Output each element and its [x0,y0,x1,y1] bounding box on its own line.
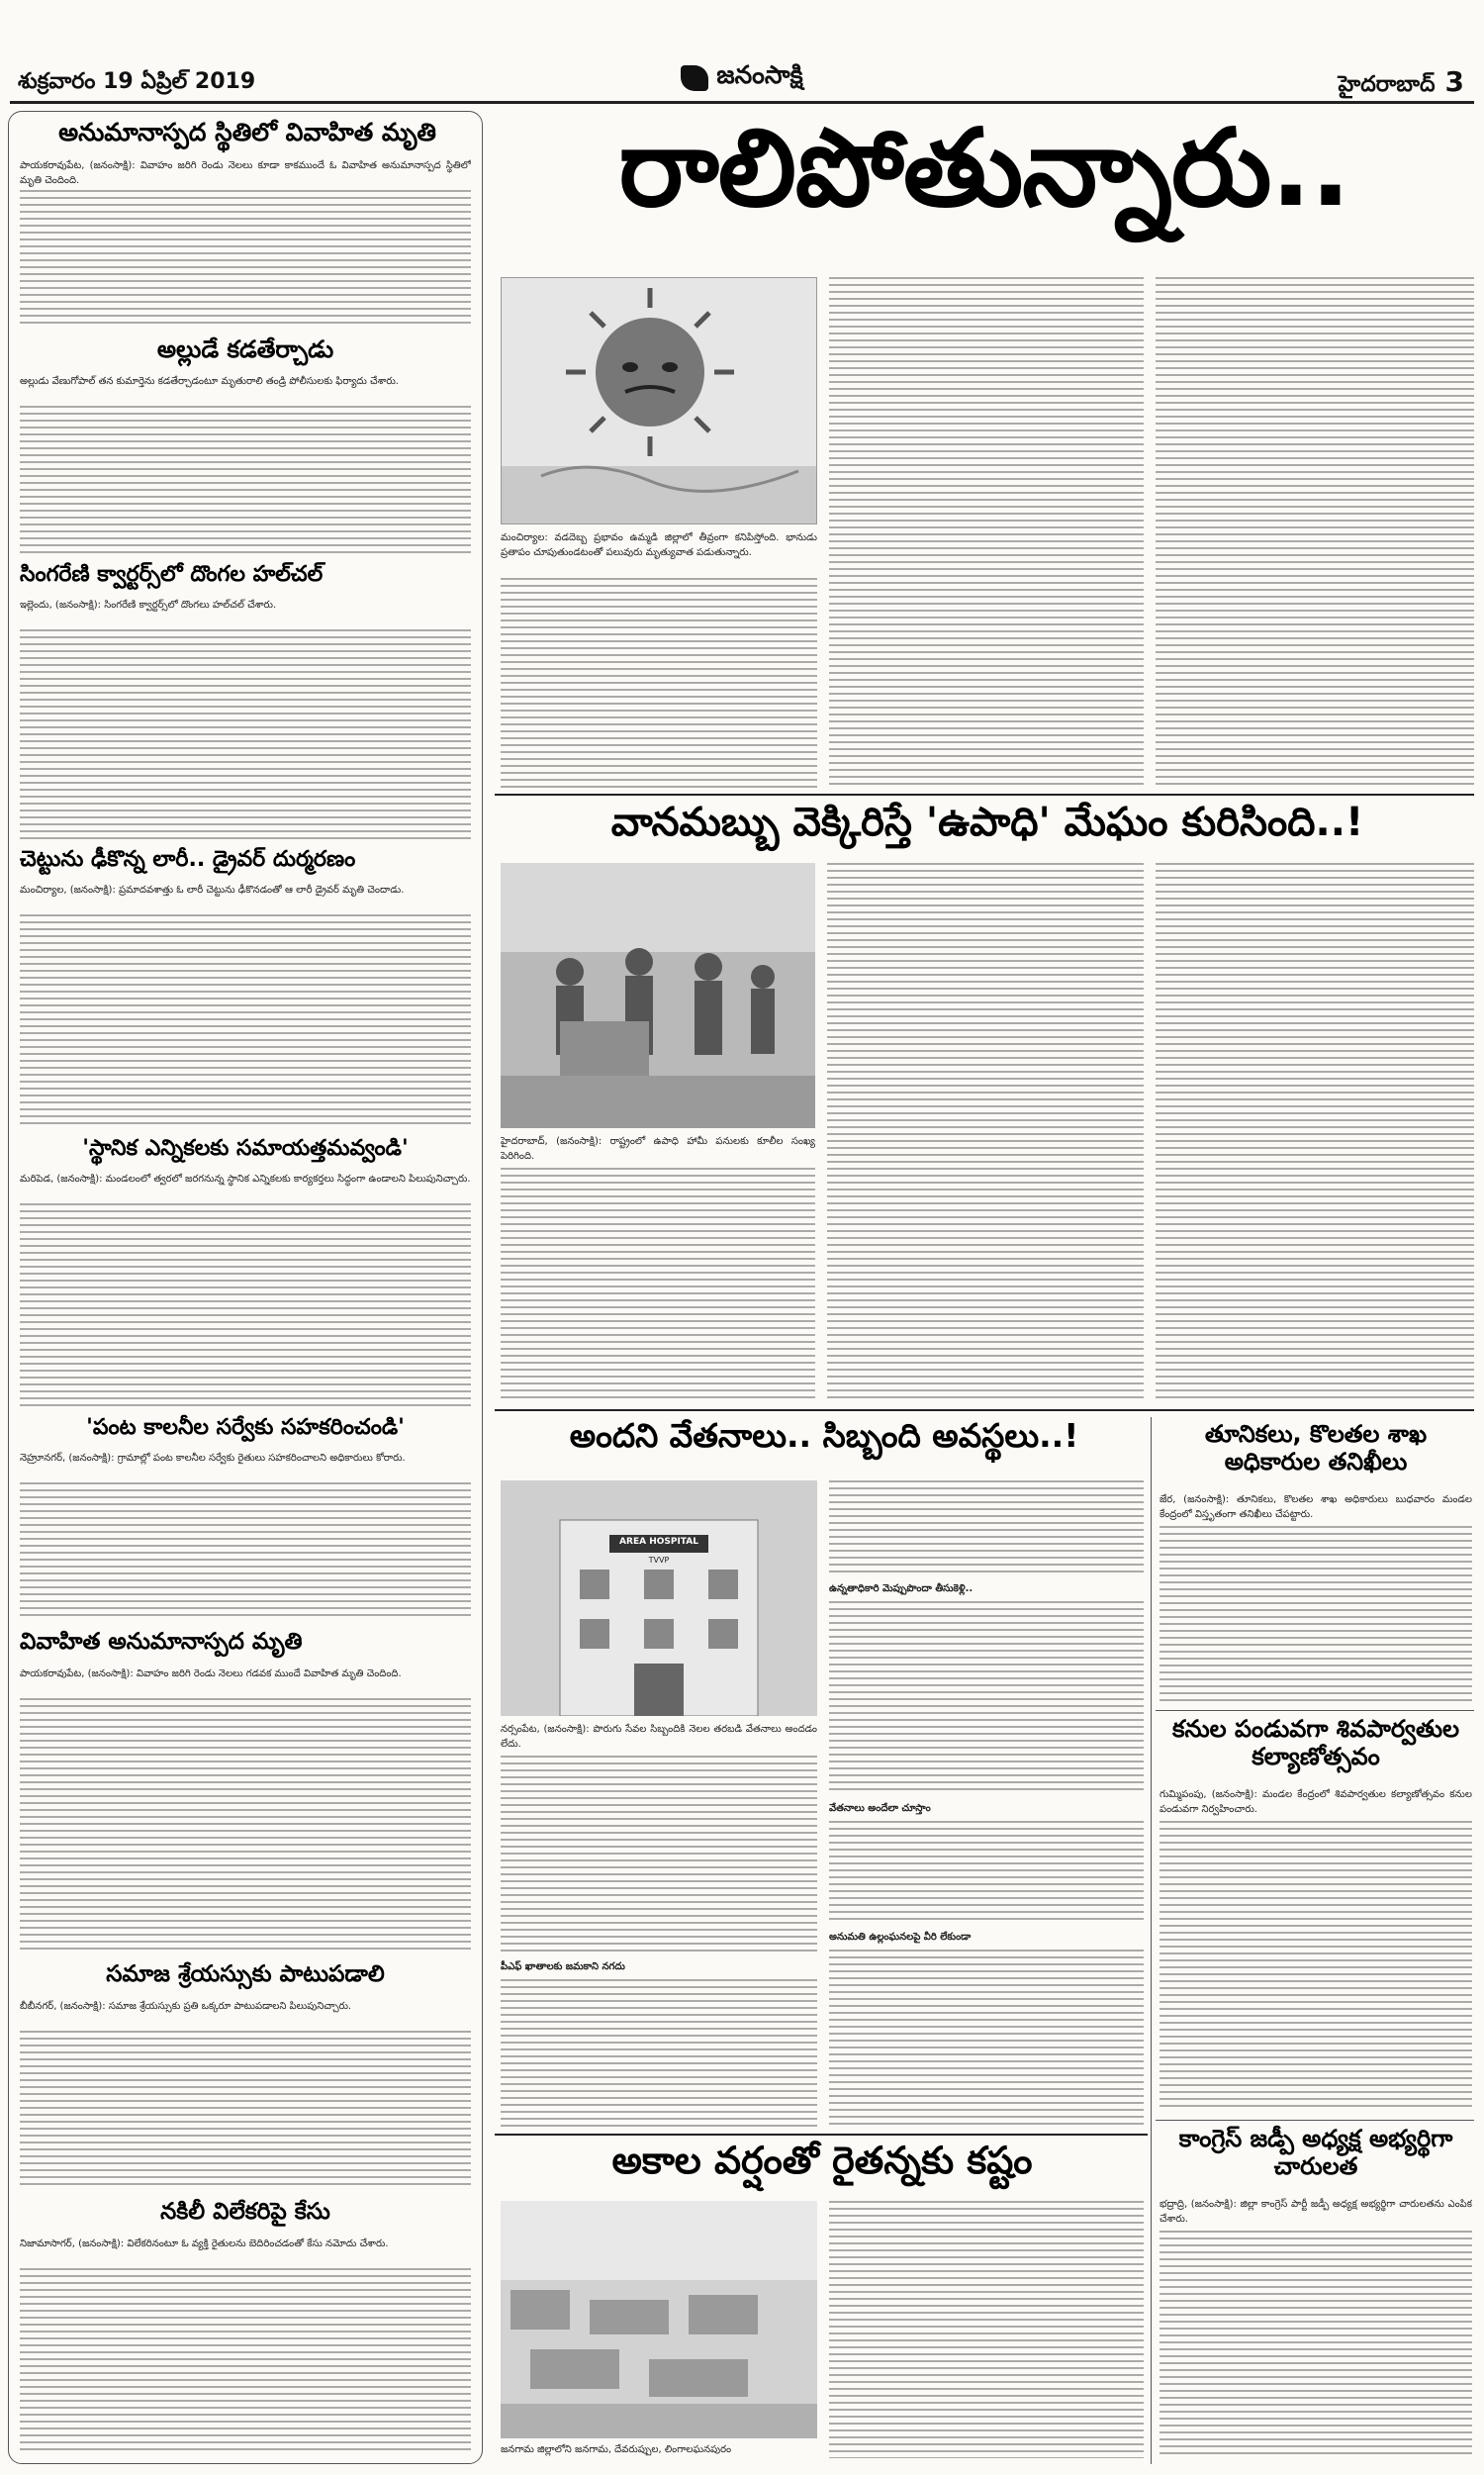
weights-headline: తూనికలు, కొలతల శాఖ అధికారుల తనిఖీలు [1204,1420,1428,1475]
main-story-body-col1 [501,578,817,788]
salary-body-col2d [829,1950,1144,2128]
newspaper-logo [633,61,851,95]
left-story-headline: 'పంట కాలనీల సర్వేకు సహకరించండి' [86,1415,405,1440]
section-divider [495,1409,1474,1411]
main-story-body-col2 [829,277,1144,788]
issue-date: శుక్రవారం 19 ఏప్రిల్ 2019 [18,69,256,94]
left-story-headline: 'స్థానిక ఎన్నికలకు సమాయత్తమవ్వండి' [82,1136,409,1161]
left-story-lead: మంచిర్యాల, (జనంసాక్షి): ప్రమాదవశాత్తు ఓ లారీ చెట్టును ఢీకొనడంతో ఆ లారీ డ్రైవర్ మృతి చెందాడు. [20,885,405,896]
salary-story-lead: నర్సంపేట, (జనంసాక్షి): పొరుగు సేవల సిబ్బందికి నెలల తరబడి వేతనాలు అందడం లేదు. [501,1724,817,1750]
salary-body-col1b [501,1979,817,2128]
left-story-headline: అల్లుడే కడతేర్చాడు [156,335,334,363]
left-story-lead: అల్లుడు వేణుగోపాల్ తన కుమార్తెను కడతేర్చాడంటూ మృతురాలి తండ్రి పోలీసులకు ఫిర్యాదు చేశారు. [20,376,399,387]
congress-headline: కాంగ్రెస్ జడ్పీ అధ్యక్ష అభ్యర్థిగా చారులత [1178,2125,1453,2180]
left-story-body [20,190,471,329]
section-divider [1156,2120,1474,2121]
congress-story-lead: భద్రాద్రి, (జనంసాక్షి): జిల్లా కాంగ్రెస్ పార్టీ జడ్పీ అధ్యక్ష అభ్యర్థిగా చారులతను ఎంపిక చేశారు. [1159,2199,1472,2225]
rain-headline: అకాల వర్షంతో రైతన్నకు కష్టం [611,2139,1033,2182]
logo-text: జనంసాక్షి [716,60,803,89]
sun-icon [502,278,817,524]
section-divider [495,2134,1148,2136]
left-story-body [20,914,471,1128]
left-story-headline: అనుమానాస్పద స్థితిలో వివాహిత మృతి [58,118,436,146]
salary-subhead: వేతనాలు అందేలా చూస్తాం [829,1803,931,1814]
left-story-headline: వివాహిత అనుమానాస్పద మృతి [20,1629,303,1655]
workers-photo-illustration [501,863,815,1128]
upadhi-body-col1 [501,1168,815,1401]
salary-body-col1 [501,1756,817,1953]
hospital-sign-sub: TVVP [648,1556,670,1565]
rain-photo-caption: జనగామ జిల్లాలోని జనగామ, దేవరుప్పుల, లింగాలఘనపురం [501,2444,732,2455]
left-story-lead: మరిపెడ, (జనంసాక్షి): మండలంలో త్వరలో జరగనున్న స్థానిక ఎన్నికలకు కార్యకర్తలు సిద్ధంగా ఉండాలని పిలుపునిచ్చారు. [20,1174,471,1185]
masthead-rule [10,101,1474,104]
left-story-lead: ఇల్లెందు, (జనంసాక్షి): సింగరేణి క్వార్టర్స్‌లో దొంగలు హల్‌చల్ చేశారు. [20,600,277,611]
left-story-lead: పాయకరావుపేట, (జనంసాక్షి): వివాహం జరిగి రెండు నెలలు గడవక ముందే వివాహిత మృతి చెందింది. [20,1668,402,1679]
left-story-headline: సింగరేణి క్వార్టర్స్‌లో దొంగల హల్‌చల్ [20,562,324,587]
left-story-body [20,1203,471,1407]
rain-photo [501,2201,817,2438]
weights-story-lead: జేర, (జనంసాక్షి): తూనికలు, కొలతల శాఖ అధికారులు బుధవారం మండల కేంద్రంలో విస్తృతంగా తనిఖీలు చేపట్టారు. [1159,1494,1472,1520]
salary-subhead: పీఎఫ్ ఖాతాలకు జమకాని నగదు [501,1961,625,1972]
wedding-headline: కనుల పండువగా శివపార్వతుల కల్యాణోత్సవం [1171,1715,1460,1770]
congress-body [1159,2231,1472,2458]
weights-body [1159,1526,1472,1702]
upadhi-headline: వానమబ్బు వెక్కిరిస్తే 'ఉపాధి' మేఘం కురిసింది..! [610,800,1364,845]
left-story-headline: నకిలీ విలేకరిపై కేసు [160,2199,330,2225]
hospital-building [501,1480,817,1716]
left-story-body [20,406,471,554]
city-name: హైదరాబాద్ [1338,72,1436,97]
left-story-headline: చెట్టును ఢీకొన్న లారీ.. డ్రైవర్ దుర్మరణం [20,847,356,872]
wedding-story-lead: గుమ్మిపంపు, (జనంసాక్షి): మండల కేంద్రంలో శివపార్వతుల కల్యాణోత్సవం కనుల పండువగా నిర్వహించారు. [1159,1789,1472,1815]
page-number: 3 [1444,65,1464,98]
upadhi-photo-caption: హైదరాబాద్, (జనంసాక్షి): రాష్ట్రంలో ఉపాధి హామీ పనులకు కూలీల సంఖ్య పెరిగింది. [501,1136,815,1162]
left-story-lead: నిజామాసాగర్, (జనంసాక్షి): విలేకరినంటూ ఓ వ్యక్తి రైతులను బెదిరించడంతో కేసు నమోదు చేశారు. [20,2238,389,2249]
salary-body-col2c [829,1821,1144,1924]
wedding-body [1159,1821,1472,2112]
salary-headline: అందని వేతనాలు.. సిబ్బంది అవస్థలు..! [569,1416,1079,1455]
section-divider [495,794,1474,796]
left-story-body [20,1482,471,1621]
salary-subhead: అనుమతి ఉల్లంఘనలపై వీరి లేకుండా [829,1932,972,1943]
main-headline: రాలిపోతున్నారు.. [618,107,1350,231]
left-story-headline: సమాజ శ్రేయస్సుకు పాటుపడాలి [106,1961,385,1987]
left-story-body [20,1698,471,1951]
heatwave-illustration [501,277,817,524]
workers-photo [501,863,815,1128]
rain-body [829,2201,1144,2458]
upadhi-body-col3 [1156,863,1474,1401]
salary-subhead: ఉన్నతాధికారి మెప్పుపొందా తీసుకెళ్లి.. [829,1583,974,1594]
left-story-lead: పాయకరావుపేట, (జనంసాక్షి): వివాహం జరిగి రెండు నెలలు కూడా కాకముందే ఓ వివాహిత అనుమానాస్పద స్థితిలో మృతి చెందింది. [20,160,471,186]
page-location [1339,65,1464,102]
hospital-sign-text: AREA HOSPITAL [619,1537,698,1547]
main-story-lead: మంచిర్యాల: వడదెబ్బ ప్రభావం ఉమ్మడి జిల్లాలో తీవ్రంగా కనిపిస్తోంది. భానుడు ప్రతాపం చూపుతుండటంతో పలువురు మృత్యువాత పడుతున్నారు. [501,532,817,558]
section-divider [1156,1710,1474,1711]
left-story-body [20,2268,471,2452]
hospital-photo [501,1480,817,1716]
masthead [0,0,1484,99]
upadhi-body-col2 [827,863,1144,1401]
market-yard-illustration [501,2201,817,2438]
left-story-lead: బీబీనగర్, (జనంసాక్షి): సమాజ శ్రేయస్సుకు ప్రతి ఒక్కరూ పాటుపడాలని పిలుపునిచ్చారు. [20,2001,352,2012]
left-story-lead: నెహ్రూనగర్, (జనంసాక్షి): గ్రామాల్లో పంట కాలనీల సర్వేకు రైతులు సహకరించాలని అధికారులు కోరారు. [20,1453,406,1464]
salary-body-col2 [829,1480,1144,1575]
left-story-body [20,2031,471,2189]
logo-icon [681,65,708,91]
left-story-body [20,629,471,839]
main-story-body-col3 [1156,277,1474,788]
right-column-divider [1151,1417,1152,2464]
salary-body-col2b [829,1601,1144,1795]
